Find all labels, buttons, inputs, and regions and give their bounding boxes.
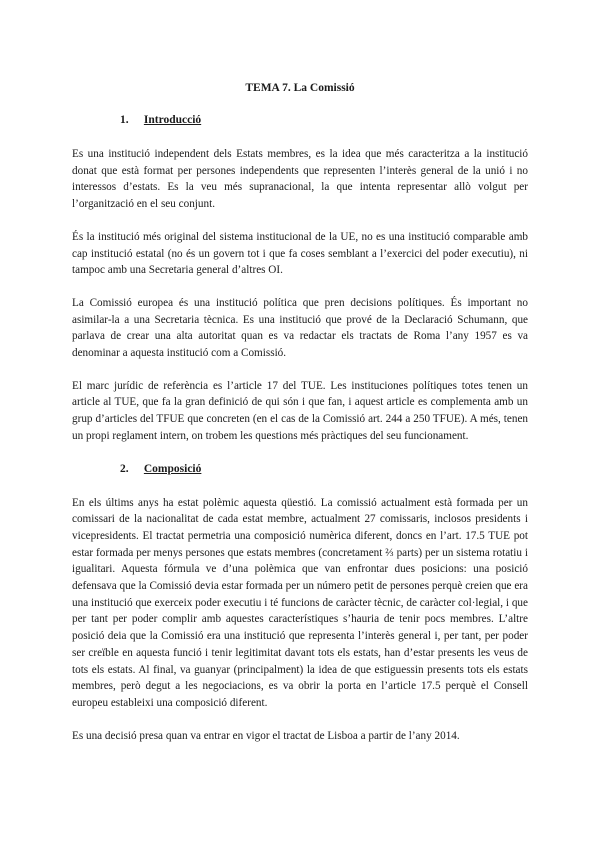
section-introduccio [72,112,528,445]
section-title: Introducció [143,114,202,126]
paragraph: És la institució més original del sistema institucional de la UE, no es una institució comparable amb cap institució estatal (no és un govern tot i que fa coses semblant a l’exercici del poder executiu), ni tampoc amb una Secretaria general d’altres OI. [72,230,528,277]
section-composicio [72,461,528,745]
paragraph: En els últims anys ha estat polèmic aquesta qüestió. La comissió actualment està formada per un comissari de la nacionalitat de cada estat membre, actualment 27 comissaris, inclosos presidents i vicepresidents. El tractat permetria una composició numèrica diferent, doncs en l’art. 17.5 TUE pot estar formada per menys persones que estats membres (concretament ⅔ parts) per un sistema rotatiu i igualitari. Aquesta fórmula ve d’una polèmica que van enfrontar dues posicions: una posició defensava que la Comissió devia estar formada per un número petit de persones perquè creien que era una institució que exerceix poder executiu i té funcions de caràcter tècnic, de caràcter col·legial, i que per tant per poder complir amb aquestes característiques s’hauria de tenir pocs membres. L’altre posició deia que la Comissió era una institució que representa l’interès general i, per tant, per poder ser creïble en aquesta funció i tenir legitimitat davant tots els estats, han d’estar presents les veus de tots els estats. Al final, va guanyar (principalment) la idea de que estiguessin presents tots els estats membres, però degut a les negociacions, es va obrir la porta en l’article 17.5 perquè el Consell europeu estableixi una composició diferent. [72,496,528,709]
page-title: TEMA 7. La Comissió [245,82,355,94]
paragraph: La Comissió europea és una institució política que pren decisions polítiques. És important no asimilar-la a una Secretaria tècnica. Es una institució que prové de la Declaració Schumann, que parlava de crear una alta autoritat quan es va redactar els tractats de Roma l’any 1957 es va denominar a aquesta institució com a Comissió. [72,296,528,360]
document-body [72,80,528,760]
paragraph: El marc jurídic de referència es l’article 17 del TUE. Les instituciones polítiques totes tenen un article al TUE, que fa la gran definició de qui són i que fan, i aquest article es complementa amb un grup d’articles del TFUE que concreten (en el cas de la Comissió art. 244 a 250 TFUE). A més, tenen un propi reglament intern, on trobem les questions més pràctiques del seu funcionament. [72,379,528,442]
section-heading [72,112,528,128]
section-number: 2. [120,462,129,475]
section-title: Composició [143,462,202,475]
paragraph: Es una decisió presa quan va entrar en vigor el tractat de Lisboa a partir de l’any 2014. [72,729,460,742]
section-heading [72,461,528,477]
paragraph: Es una institució independent dels Estats membres, es la idea que més caracteritza a la institució donat que està format per persones independents que representen l’interès general de la unió i no interessos d’estats. Es la veu més supranacional, la que intenta representar allò volgut per l’organització en el seu conjunt. [72,148,528,211]
section-number: 1. [120,114,129,126]
